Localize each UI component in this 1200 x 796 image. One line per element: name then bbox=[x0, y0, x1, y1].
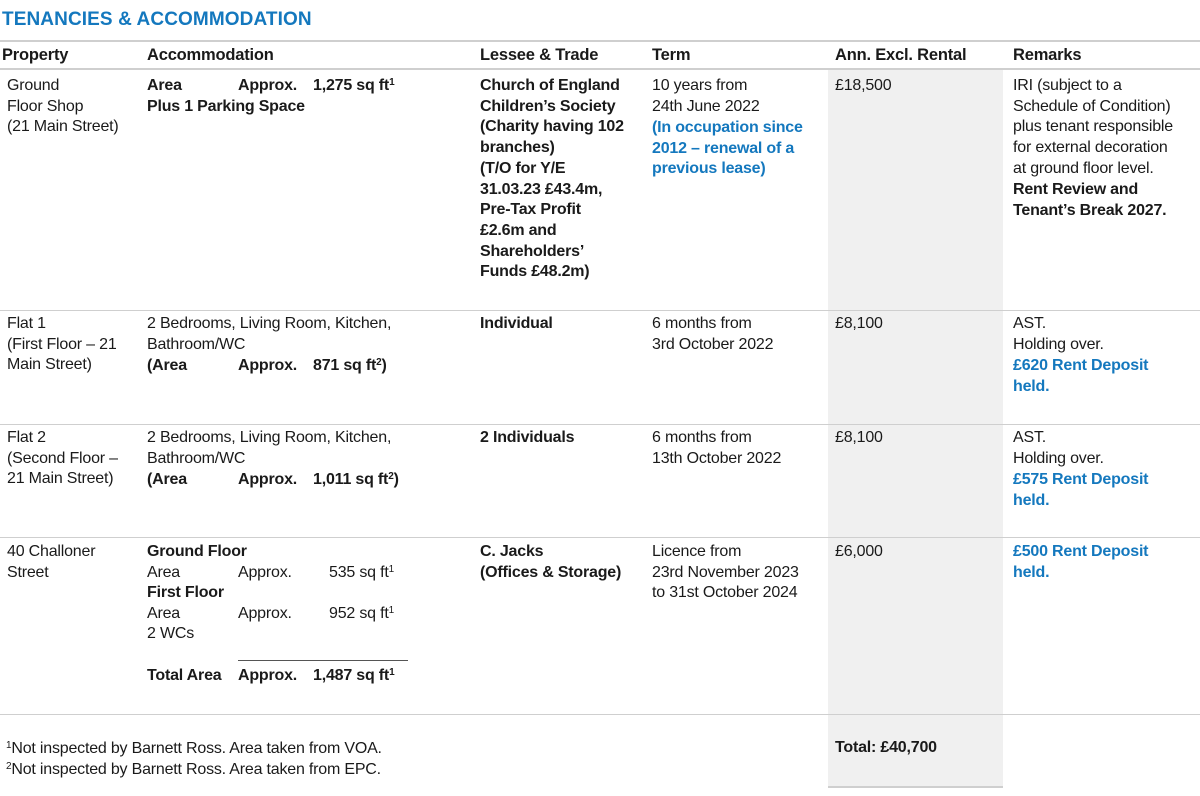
row4-gf-area-line bbox=[147, 563, 394, 584]
row4-total-underline bbox=[238, 660, 408, 661]
row2-remarks-deposit: £620 Rent Deposit held. bbox=[1013, 357, 1149, 395]
row1-rental: £18,500 bbox=[835, 77, 892, 94]
footnote-2 bbox=[6, 760, 381, 781]
row3-area-close: ) bbox=[393, 471, 399, 488]
row4-first-floor-heading: First Floor bbox=[147, 584, 224, 601]
row4-total-area-value-wrap bbox=[313, 666, 394, 687]
row4-term: Licence from 23rd November 2023 to 31st October 2024 bbox=[652, 543, 799, 602]
row1-area-approx: Approx. bbox=[238, 77, 298, 94]
row4-total-area-line bbox=[147, 666, 395, 687]
row3-area-value-wrap bbox=[313, 470, 399, 491]
row3-area-label: (Area bbox=[147, 471, 187, 488]
footnote-1-text: Not inspected by Barnett Ross. Area taken from VOA. bbox=[11, 740, 382, 757]
row-divider bbox=[0, 537, 1200, 538]
row2-remarks: AST. Holding over. bbox=[1013, 315, 1104, 353]
header-accommodation: Accommodation bbox=[147, 46, 274, 64]
row4-total-area-approx: Approx. bbox=[238, 667, 298, 684]
row1-area-label: Area bbox=[147, 77, 182, 94]
row3-lessee: 2 Individuals bbox=[480, 429, 575, 446]
row4-gf-area-sup: 1 bbox=[388, 564, 394, 575]
row4-ff-area-value: 952 sq ft bbox=[329, 605, 389, 622]
row2-accommodation-desc: 2 Bedrooms, Living Room, Kitchen, Bathroom/WC bbox=[147, 315, 392, 353]
row1-parking: Plus 1 Parking Space bbox=[147, 98, 305, 115]
rental-column-shading bbox=[828, 68, 1003, 786]
row-divider bbox=[0, 714, 1200, 715]
row3-area-sup: 2 bbox=[388, 471, 394, 482]
page-title: TENANCIES & ACCOMMODATION bbox=[2, 9, 312, 30]
row3-area-line bbox=[147, 470, 399, 491]
row4-lessee: C. Jacks (Offices & Storage) bbox=[480, 543, 622, 581]
row4-ff-area-value-wrap bbox=[329, 604, 394, 625]
header-bottom-rule bbox=[0, 68, 1200, 70]
row4-rental: £6,000 bbox=[835, 543, 883, 560]
row4-gf-area-label: Area bbox=[147, 564, 180, 581]
row3-remarks: AST. Holding over. bbox=[1013, 429, 1104, 467]
row3-remarks-deposit: £575 Rent Deposit held. bbox=[1013, 471, 1149, 509]
row4-total-area-sup: 1 bbox=[389, 667, 395, 678]
row3-accommodation-desc: 2 Bedrooms, Living Room, Kitchen, Bathroom/WC bbox=[147, 429, 392, 467]
row3-area-approx: Approx. bbox=[238, 471, 298, 488]
row1-remarks-bold: Rent Review and Tenant’s Break 2027. bbox=[1013, 181, 1167, 219]
row4-ff-area-line bbox=[147, 604, 394, 625]
row4-ff-area-approx: Approx. bbox=[238, 605, 292, 622]
row2-area-sup: 2 bbox=[376, 357, 382, 368]
row1-term-note: (In occupation since 2012 – renewal of a previous lease) bbox=[652, 119, 803, 178]
row-divider bbox=[0, 424, 1200, 425]
total-bottom-rule bbox=[828, 786, 1003, 788]
row2-property: Flat 1 (First Floor – 21 Main Street) bbox=[7, 315, 117, 374]
row4-total-area-label: Total Area bbox=[147, 667, 222, 684]
row3-area-value: 1,011 sq ft bbox=[313, 471, 389, 488]
row4-gf-area-approx: Approx. bbox=[238, 564, 292, 581]
header-remarks: Remarks bbox=[1013, 46, 1082, 64]
footnote-2-text: Not inspected by Barnett Ross. Area taken from EPC. bbox=[11, 761, 381, 778]
row1-property: Ground Floor Shop (21 Main Street) bbox=[7, 77, 119, 136]
row1-area-line bbox=[147, 76, 395, 97]
row1-term: 10 years from 24th June 2022 bbox=[652, 77, 760, 115]
row2-lessee: Individual bbox=[480, 315, 553, 332]
footnote-1 bbox=[6, 739, 382, 760]
row2-area-value-wrap bbox=[313, 356, 387, 377]
total-rental: Total: £40,700 bbox=[835, 739, 937, 756]
row4-total-area-value: 1,487 sq ft bbox=[313, 667, 390, 684]
row2-area-line bbox=[147, 356, 387, 377]
row3-property: Flat 2 (Second Floor – 21 Main Street) bbox=[7, 429, 118, 488]
row2-area-value: 871 sq ft bbox=[313, 357, 377, 374]
row1-lessee: Church of England Children’s Society (Charity having 102 branches) (T/O for Y/E 31.03.23 £43.4m, Pre-Tax Profit £2.6m and Shareholders’ Funds £48.2m) bbox=[480, 77, 624, 281]
header-term: Term bbox=[652, 46, 691, 64]
row2-term: 6 months from 3rd October 2022 bbox=[652, 315, 774, 353]
row2-area-approx: Approx. bbox=[238, 357, 298, 374]
row3-rental: £8,100 bbox=[835, 429, 883, 446]
row4-gf-area-value: 535 sq ft bbox=[329, 564, 389, 581]
footnote-1-sup: 1 bbox=[6, 740, 12, 751]
row3-term: 6 months from 13th October 2022 bbox=[652, 429, 782, 467]
row4-ff-area-sup: 1 bbox=[388, 605, 394, 616]
footnote-2-sup: 2 bbox=[6, 761, 12, 772]
row4-ff-area-label: Area bbox=[147, 605, 180, 622]
row1-remarks: IRI (subject to a Schedule of Condition) plus tenant responsible for external decoration at ground floor level. bbox=[1013, 77, 1173, 177]
header-lessee: Lessee & Trade bbox=[480, 46, 599, 64]
row4-ground-floor-heading: Ground Floor bbox=[147, 543, 247, 560]
header-property: Property bbox=[2, 46, 69, 64]
row1-area-sup: 1 bbox=[389, 77, 395, 88]
header-rental: Ann. Excl. Rental bbox=[835, 46, 967, 64]
row4-wcs: 2 WCs bbox=[147, 625, 195, 642]
header-top-rule bbox=[0, 40, 1200, 42]
row2-rental: £8,100 bbox=[835, 315, 883, 332]
row1-area-value: 1,275 sq ft bbox=[313, 77, 390, 94]
row4-property: 40 Challoner Street bbox=[7, 543, 96, 581]
row-divider bbox=[0, 310, 1200, 311]
row4-gf-area-value-wrap bbox=[329, 563, 394, 584]
row2-area-close: ) bbox=[381, 357, 387, 374]
row4-remarks-deposit: £500 Rent Deposit held. bbox=[1013, 543, 1149, 581]
row1-area-value-wrap bbox=[313, 76, 394, 97]
row2-area-label: (Area bbox=[147, 357, 187, 374]
